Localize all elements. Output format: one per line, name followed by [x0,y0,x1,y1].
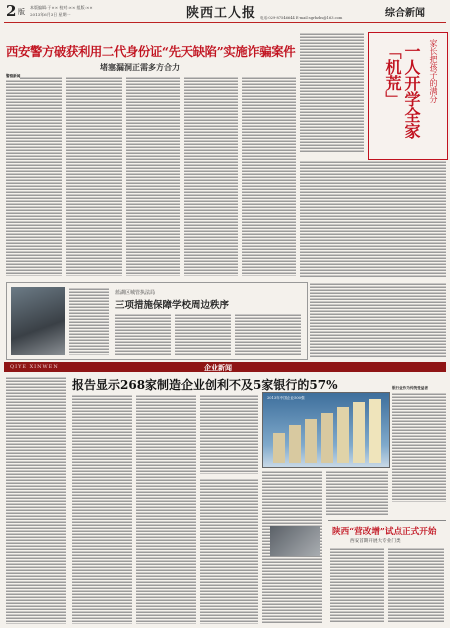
enterprise-column-7 [200,478,258,624]
lead-column-3 [126,76,180,276]
bar-3 [305,419,317,463]
enterprise-headline: 报告显示268家制造企业创利不及5家银行的57% [72,378,338,392]
page-unit: 版 [18,8,25,16]
school-column-2 [175,313,231,355]
school-story-box [6,282,308,360]
photo-bottom [270,526,320,556]
school-intro [69,287,109,355]
right-column-lower [310,282,446,358]
header-rule [4,22,446,23]
bottom-column-2 [388,547,444,623]
lead-column-1 [6,76,62,276]
banner-title: 企业新闻 [204,363,232,372]
masthead: 陕西工人报 [186,6,257,21]
chart-caption: 2013年中国企业500强 [267,396,305,400]
enterprise-column-6 [326,470,388,516]
bar-1 [273,433,285,463]
bottom-right-box [328,520,446,625]
bottom-headline: 陕西“营改增”试点正式开始 [332,527,437,537]
enterprise-column-4 [200,394,258,474]
enterprise-chart-graphic [262,392,390,468]
lead-subhead: 堵塞漏洞正需多方合力 [100,62,180,72]
page-header [0,0,450,22]
bar-2 [289,425,301,463]
bottom-column-1 [330,547,384,623]
school-kicker: 蓝湖区城管执法局 [115,290,156,296]
bar-6 [353,402,365,463]
enterprise-side-column [392,392,446,502]
vertical-headline: 一人开学全家「机荒」 [383,43,421,139]
enterprise-column-2 [72,394,132,624]
date-line: 2013年6月3日 星期一 [30,12,71,17]
school-headline: 三项措施保障学校周边秩序 [115,300,230,311]
page-meta: 本版编辑:于×× 校对:×× 组版:×× [30,5,93,10]
bottom-subhead: 西安首期开展大专业门类 [350,539,401,544]
lead-column-4 [184,76,238,276]
enterprise-left-column [6,376,66,624]
right-column-top [300,32,364,152]
bar-7 [369,399,381,463]
enterprise-column-3 [136,394,196,624]
lead-column-2 [66,76,122,276]
banner-english: QIYE XINWEN [10,364,59,370]
side-caption: 银行业作为传统受益者 [392,386,428,390]
lead-headline: 西安警方破获利用二代身份证“先天缺陷”实施诈骗案件 [6,44,296,59]
contact-line: 电话:029-87546644 E-mail:sgrbzbs@163.com [260,16,343,20]
section-title: 综合新闻 [385,8,425,19]
school-column-1 [115,313,171,355]
lead-byline: 警察新闻 [6,74,21,78]
school-photo [11,287,65,355]
school-column-3 [235,313,301,355]
right-column-mid [300,160,446,278]
page-number: 2 [6,2,17,20]
bar-4 [321,413,333,463]
enterprise-banner [4,362,446,372]
vertical-kicker: 家长把孩子的满分 [429,39,438,103]
bar-5 [337,407,349,463]
lead-column-5 [242,76,296,276]
vertical-headline-box [368,32,448,160]
